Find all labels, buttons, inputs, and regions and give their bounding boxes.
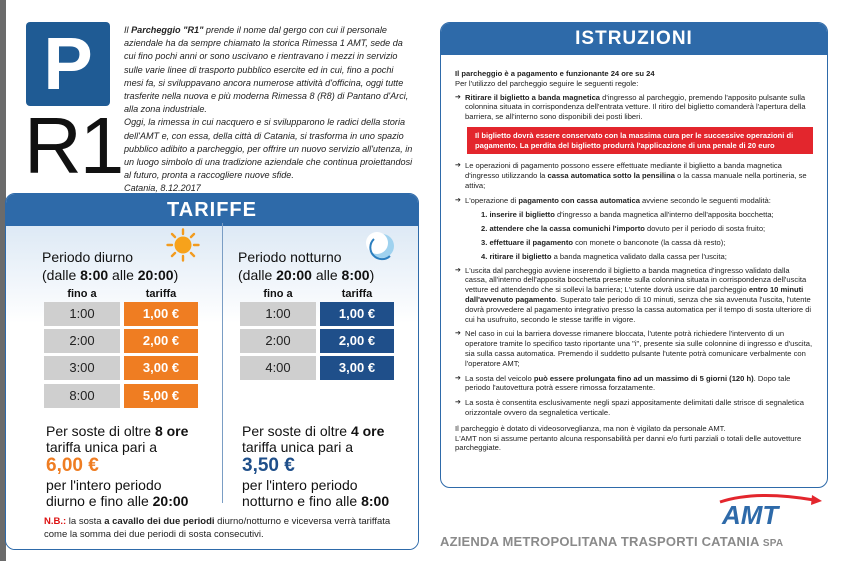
amt-logo xyxy=(716,492,826,530)
rate-time: 1:00 xyxy=(240,302,316,326)
tariffe-note: N.B.: la sosta a cavallo dei due periodi diurno/notturno e viceversa verrà tariffata come la somma dei due periodi di sosta consecutivi. xyxy=(44,516,391,540)
intro-paragraph-1: Il Parcheggio "R1" prende il nome dal gergo con cui il personale aziendale ha da sempre chiamato la storica Rimessa 1 AMT, sede da cui fino pochi anni or sono uscivano e rientravano i mezzi in servizio sulle varie linee di trasporto pubblico esercite ed in cui, fino a pochi mesi fa, si sviluppavano ancora numerose attività d'officina, oggi tutte trasferite nella nuova e più moderna Rimessa 8 (R8) di Pantano d'Arci, alla zona industriale. xyxy=(124,25,409,115)
sun-icon xyxy=(166,228,200,262)
payment-step: 3. effettuare il pagamento con monete o banconote (la cassa dà resto); xyxy=(481,237,726,247)
intro-text xyxy=(124,24,414,196)
istruzioni-panel xyxy=(440,22,828,488)
instruction-item: ➔ L'uscita dal parcheggio avviene inserendo il biglietto a banda magnetica d'ingresso validato dalla cassa, all'interno dell'apposita bocchetta presente sulla colonnina situata in corrispondenza dell'uscita vetture ed attendendo che si sollevi la barriera; L'utente dovrà uscire dal parcheggio entro 10 minuti dall'avvenuto pagamento. Superato tale periodo di 10 minuti, senza che sia avvenuta l'uscita, l'utente dovrà provvedere al pagamento integrativo presso la cassa automatica per il tempo di sosta ulteriore di cui ha usufruito, secondo le stesse tariffe in vigore. xyxy=(455,266,813,325)
night-flat-price: 3,50 € xyxy=(242,455,295,476)
day-col-fino: fino a xyxy=(67,288,97,300)
company-name: AZIENDA METROPOLITANA TRASPORTI CATANIA SPA xyxy=(440,534,784,549)
night-period-title: Periodo notturno (dalle 20:00 alle 8:00) xyxy=(238,249,375,283)
rate-price: 1,00 € xyxy=(320,302,394,326)
payment-step: 1. inserire il biglietto d'ingresso a banda magnetica all'interno dell'apposita bocchetta; xyxy=(481,210,774,220)
istruzioni-body xyxy=(441,55,827,453)
rate-price: 5,00 € xyxy=(124,384,198,408)
rate-price: 3,00 € xyxy=(124,356,198,380)
istruzioni-sub: Per l'utilizzo del parcheggio seguire le seguenti regole: xyxy=(455,78,639,88)
rate-time: 8:00 xyxy=(44,384,120,408)
parking-sign-logo: P xyxy=(26,22,110,106)
rate-time: 2:00 xyxy=(44,329,120,353)
instruction-item: ➔ L'operazione di pagamento con cassa automatica avviene secondo le seguenti modalità: xyxy=(455,196,813,206)
surveillance-note: Il parcheggio è dotato di videosorveglianza, ma non è vigilato da personale AMT. L'AMT non si assume pertanto alcuna responsabilità per danni e/o furti parziali o totali delle autovetture parcheggiate. xyxy=(455,423,802,453)
tariffe-title: TARIFFE xyxy=(6,194,418,226)
day-flat-rate: Per soste di oltre 8 ore tariffa unica pari a 6,00 € per l'intero periodo diurno e fino alle 20:00 xyxy=(46,423,221,509)
istruzioni-lead: Il parcheggio è a pagamento e funzionante 24 ore su 24 xyxy=(455,69,655,78)
moon-icon xyxy=(366,230,398,262)
day-flat-price: 6,00 € xyxy=(46,455,99,476)
rate-time: 1:00 xyxy=(44,302,120,326)
istruzioni-title: ISTRUZIONI xyxy=(441,23,827,55)
instruction-item: ➔ La sosta del veicolo può essere prolungata fino ad un massimo di 5 giorni (120 h). Dopo tale periodo l'autovettura potrà essere rimossa forzatamente. xyxy=(455,374,813,394)
rate-price: 3,00 € xyxy=(320,356,394,380)
night-flat-rate: Per soste di oltre 4 ore tariffa unica pari a 3,50 € per l'intero periodo notturno e fino alle 8:00 xyxy=(242,423,418,509)
svg-text:AMT: AMT xyxy=(722,500,779,530)
payment-step: 4. ritirare il biglietto a banda magnetica validato dalla cassa per l'uscita; xyxy=(481,251,727,261)
day-col-tariffa: tariffa xyxy=(145,288,177,300)
instruction-item: ➔ La sosta è consentita esclusivamente negli spazi appositamente delimitati dalle strisce di segnaletica orizzontale ovvero da segnaletica verticale. xyxy=(455,398,813,418)
rate-time: 4:00 xyxy=(240,356,316,380)
period-divider xyxy=(222,223,223,503)
warning-box: Il biglietto dovrà essere conservato con la massima cura per le successive operazioni di pagamento. La perdita del biglietto produrrà l'applicazione di una penale di 20 euro xyxy=(467,127,813,154)
rate-price: 1,00 € xyxy=(124,302,198,326)
rate-price: 2,00 € xyxy=(124,329,198,353)
instruction-item: ➔ Nel caso in cui la barriera dovesse rimanere bloccata, l'utente potrà richiedere l'intervento di un operatore tramite lo specifico tasto riportante una "i", presente sia sulle colonnine di ingresso e d'uscita, sia sulla cassa automatica. Premendo il suddetto pulsante l'utente potrà comunicare verbalmente con l'operatore AMT; xyxy=(455,329,813,368)
day-period-title: Periodo diurno (dalle 8:00 alle 20:00) xyxy=(42,249,179,283)
rate-price: 2,00 € xyxy=(320,329,394,353)
rate-time: 3:00 xyxy=(44,356,120,380)
intro-date: Catania, 8.12.2017 xyxy=(124,183,201,194)
night-col-tariffa: tariffa xyxy=(341,288,373,300)
instruction-item: ➔ Le operazioni di pagamento possono essere effettuate mediante il biglietto a banda magnetica d'ingresso utilizzando la cassa automatica sotto la pensilina o la cassa manuale nella portineria, se attiva; xyxy=(455,161,813,190)
intro-paragraph-2: Oggi, la rimessa in cui nacquero e si svilupparono le radici della storia dell'AMT e, con essa, della città di Catania, si trasforma in uno spazio pubblico adibito a parcheggio, per offrire un nuovo servizio all'utenza, in un luogo simbolo di una tradizione aziendale che continua proiettandosi al futuro, pronta a raccogliere nuove sfide. xyxy=(124,117,413,181)
payment-step: 2. attendere che la cassa comunichi l'importo dovuto per il periodo di sosta fruito; xyxy=(481,224,766,234)
parking-code: R1 xyxy=(24,101,123,190)
rate-time: 2:00 xyxy=(240,329,316,353)
night-col-fino: fino a xyxy=(263,288,293,300)
instruction-item: ➔ Ritirare il biglietto a banda magnetica d'ingresso al parcheggio, premendo l'apposito pulsante sulla colonnina situata in corrispondenza dell'entrata vetture. Il ritiro del biglietto comanderà l'apertura della barriera, se all'interno sono disponibili dei posti liberi. xyxy=(455,93,813,122)
